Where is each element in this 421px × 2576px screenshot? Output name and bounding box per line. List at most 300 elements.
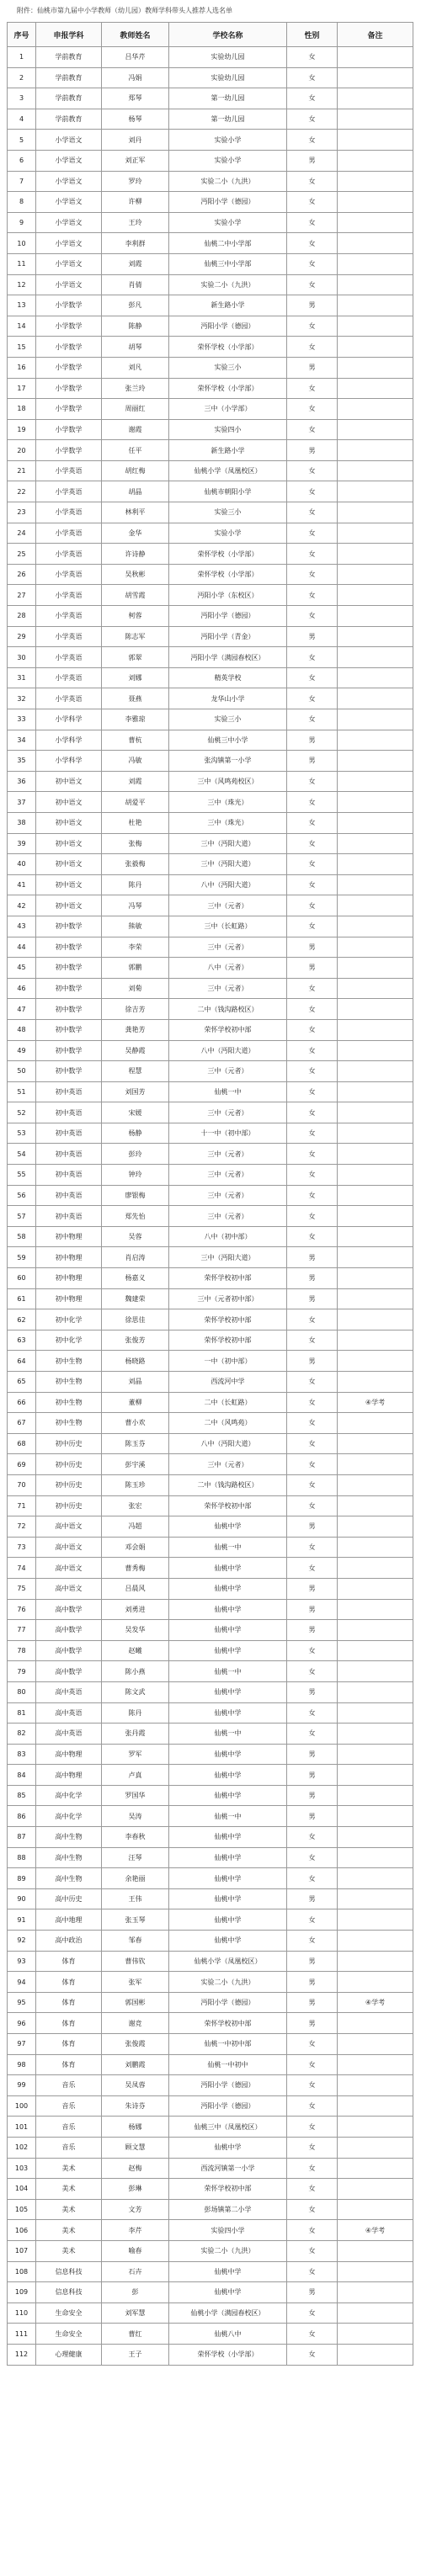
cell-remark [338, 2240, 413, 2261]
cell-school-name: 仙桃小学（凤凰校区） [169, 1951, 287, 1972]
cell-remark [338, 1744, 413, 1765]
cell-remark [338, 751, 413, 772]
cell-index: 55 [8, 1165, 36, 1186]
cell-index: 40 [8, 854, 36, 875]
cell-school-name: 实验二小（九洪） [169, 274, 287, 295]
cell-index: 54 [8, 1144, 36, 1165]
cell-remark [338, 1165, 413, 1186]
cell-school-name: 第一幼儿园 [169, 109, 287, 130]
table-row [8, 316, 413, 337]
cell-gender: 女 [287, 1413, 338, 1434]
cell-gender: 男 [287, 1288, 338, 1309]
cell-remark: ④学考 [338, 1392, 413, 1413]
cell-school-name: 彭场镇第二小学 [169, 2199, 287, 2220]
cell-index: 30 [8, 647, 36, 668]
cell-teacher-name: 吴秋彬 [102, 564, 169, 585]
table-row [8, 2240, 413, 2261]
cell-remark [338, 357, 413, 378]
cell-remark [338, 2324, 413, 2345]
cell-index: 9 [8, 212, 36, 233]
cell-gender: 女 [287, 709, 338, 730]
cell-gender: 女 [287, 978, 338, 999]
cell-index: 106 [8, 2220, 36, 2241]
cell-remark [338, 440, 413, 461]
cell-index: 12 [8, 274, 36, 295]
table-row [8, 1288, 413, 1309]
cell-remark [338, 688, 413, 709]
cell-gender: 男 [287, 626, 338, 647]
cell-index: 2 [8, 67, 36, 88]
cell-remark [338, 460, 413, 481]
cell-remark [338, 1661, 413, 1682]
cell-subject: 高中数学 [36, 1620, 102, 1641]
cell-gender: 女 [287, 2240, 338, 2261]
cell-remark [338, 626, 413, 647]
table-row [8, 88, 413, 109]
cell-school-name: 实验四小学 [169, 2220, 287, 2241]
table-row [8, 1433, 413, 1454]
table-row [8, 2282, 413, 2303]
cell-school-name: 三中（沔阳大道） [169, 1247, 287, 1268]
cell-index: 27 [8, 585, 36, 606]
cell-school-name: 三中（元者） [169, 1454, 287, 1475]
cell-teacher-name: 余艳丽 [102, 1868, 169, 1889]
cell-subject: 生命安全 [36, 2324, 102, 2345]
cell-index: 48 [8, 1019, 36, 1040]
cell-subject: 初中生物 [36, 1392, 102, 1413]
cell-gender: 女 [287, 67, 338, 88]
cell-subject: 初中生物 [36, 1372, 102, 1393]
table-row [8, 67, 413, 88]
cell-teacher-name: 吴静霞 [102, 1040, 169, 1061]
table-row [8, 523, 413, 544]
cell-school-name: 三中（风鸣苑校区） [169, 771, 287, 792]
table-row [8, 109, 413, 130]
table-row [8, 1868, 413, 1889]
cell-subject: 初中英语 [36, 1102, 102, 1123]
table-row [8, 1909, 413, 1931]
cell-gender: 女 [287, 1040, 338, 1061]
table-row [8, 2199, 413, 2220]
cell-teacher-name: 胡晶 [102, 481, 169, 502]
document-title: 附件：仙桃市第九届中小学教师（幼儿园）教师学科带头人推荐人选名单 [17, 7, 232, 14]
cell-subject: 音乐 [36, 2117, 102, 2138]
cell-teacher-name: 曹杭 [102, 730, 169, 751]
cell-remark [338, 895, 413, 916]
cell-index: 46 [8, 978, 36, 999]
cell-subject: 初中语文 [36, 833, 102, 854]
cell-subject: 高中生物 [36, 1868, 102, 1889]
cell-gender: 女 [287, 1019, 338, 1040]
cell-school-name: 第一幼儿园 [169, 88, 287, 109]
cell-index: 41 [8, 874, 36, 895]
cell-remark [338, 1123, 413, 1144]
cell-index: 78 [8, 1640, 36, 1661]
cell-remark [338, 709, 413, 730]
cell-teacher-name: 刘正军 [102, 150, 169, 171]
cell-school-name: 仙桃一中 [169, 1806, 287, 1827]
cell-gender: 女 [287, 233, 338, 254]
cell-subject: 音乐 [36, 2075, 102, 2096]
cell-remark [338, 67, 413, 88]
cell-gender: 女 [287, 1081, 338, 1102]
cell-index: 8 [8, 192, 36, 213]
table-row [8, 585, 413, 606]
table-row [8, 1992, 413, 2013]
cell-index: 63 [8, 1330, 36, 1351]
cell-index: 67 [8, 1413, 36, 1434]
table-row [8, 978, 413, 999]
cell-school-name: 沔阳小学（德园） [169, 316, 287, 337]
cell-teacher-name: 谢竞 [102, 2013, 169, 2034]
cell-school-name: 仙桃中学 [169, 1702, 287, 1724]
cell-index: 42 [8, 895, 36, 916]
cell-subject: 高中英语 [36, 1702, 102, 1724]
cell-index: 20 [8, 440, 36, 461]
cell-index: 69 [8, 1454, 36, 1475]
cell-subject: 初中物理 [36, 1247, 102, 1268]
cell-school-name: 实验三小 [169, 709, 287, 730]
cell-teacher-name: 张丹霞 [102, 1724, 169, 1745]
cell-teacher-name: 谢霞 [102, 419, 169, 440]
cell-school-name: 张沟镇第一小学 [169, 751, 287, 772]
table-row [8, 399, 413, 420]
cell-gender: 女 [287, 606, 338, 627]
table-row [8, 1744, 413, 1765]
table-row [8, 771, 413, 792]
cell-gender: 女 [287, 544, 338, 565]
cell-school-name: 一中（初中部） [169, 1351, 287, 1372]
cell-remark [338, 2179, 413, 2200]
cell-subject: 小学数学 [36, 295, 102, 316]
cell-index: 52 [8, 1102, 36, 1123]
cell-remark: ④学考 [338, 1992, 413, 2013]
cell-subject: 初中历史 [36, 1433, 102, 1454]
cell-school-name: 仙桃中学 [169, 1765, 287, 1786]
cell-index: 81 [8, 1702, 36, 1724]
table-row [8, 1620, 413, 1641]
cell-gender: 女 [287, 1226, 338, 1247]
cell-gender: 男 [287, 1599, 338, 1620]
cell-subject: 初中数学 [36, 978, 102, 999]
cell-school-name: 荣怀学校（小学部） [169, 544, 287, 565]
cell-school-name: 荣怀学校初中部 [169, 2179, 287, 2200]
cell-subject: 初中生物 [36, 1351, 102, 1372]
cell-teacher-name: 肖倩 [102, 274, 169, 295]
cell-gender: 男 [287, 1888, 338, 1909]
cell-school-name: 荣怀学校初中部 [169, 1495, 287, 1516]
cell-school-name: 三中（元者） [169, 1206, 287, 1227]
cell-teacher-name: 汪琴 [102, 1847, 169, 1868]
cell-subject: 学前教育 [36, 88, 102, 109]
cell-school-name: 三中（长虹路） [169, 916, 287, 937]
cell-school-name: 实验四小 [169, 419, 287, 440]
cell-index: 5 [8, 130, 36, 151]
cell-subject: 初中历史 [36, 1495, 102, 1516]
cell-school-name: 荣怀学校初中部 [169, 1330, 287, 1351]
cell-school-name: 八中（元者） [169, 958, 287, 979]
cell-subject: 美术 [36, 2179, 102, 2200]
cell-gender: 女 [287, 2261, 338, 2282]
cell-index: 7 [8, 171, 36, 192]
table-row [8, 1702, 413, 1724]
cell-teacher-name: 宋媛 [102, 1102, 169, 1123]
cell-teacher-name: 李荣 [102, 937, 169, 958]
cell-teacher-name: 张俊霞 [102, 2034, 169, 2055]
cell-subject: 初中数学 [36, 1040, 102, 1061]
cell-school-name: 荣怀学校初中部 [169, 1268, 287, 1289]
cell-school-name: 实验小学 [169, 523, 287, 544]
cell-school-name: 三中（元者） [169, 1144, 287, 1165]
cell-teacher-name: 刘菊 [102, 978, 169, 999]
cell-teacher-name: 吕晨风 [102, 1578, 169, 1599]
table-row [8, 1785, 413, 1806]
cell-remark [338, 47, 413, 68]
cell-teacher-name: 陈玉芬 [102, 1433, 169, 1454]
cell-teacher-name: 冯娟 [102, 67, 169, 88]
cell-gender: 男 [287, 1806, 338, 1827]
cell-school-name: 仙桃一中初中部 [169, 2034, 287, 2055]
cell-remark: ④学考 [338, 2220, 413, 2241]
cell-index: 53 [8, 1123, 36, 1144]
cell-teacher-name: 刘军慧 [102, 2302, 169, 2324]
cell-teacher-name: 肖启涛 [102, 1247, 169, 1268]
table-row [8, 2179, 413, 2200]
cell-remark [338, 1558, 413, 1579]
cell-gender: 女 [287, 274, 338, 295]
cell-gender: 女 [287, 2117, 338, 2138]
header-teacher-name: 教师姓名 [102, 23, 169, 47]
cell-teacher-name: 张玉琴 [102, 1909, 169, 1931]
cell-subject: 小学数学 [36, 357, 102, 378]
cell-school-name: 沔阳小学（德园） [169, 2075, 287, 2096]
cell-school-name: 实验三小 [169, 502, 287, 523]
table-row [8, 1372, 413, 1393]
cell-subject: 小学科学 [36, 730, 102, 751]
cell-index: 75 [8, 1578, 36, 1599]
cell-index: 71 [8, 1495, 36, 1516]
cell-index: 35 [8, 751, 36, 772]
cell-remark [338, 150, 413, 171]
cell-school-name: 实验三小 [169, 357, 287, 378]
cell-index: 39 [8, 833, 36, 854]
cell-teacher-name: 冯敏 [102, 751, 169, 772]
cell-school-name: 新生路小学 [169, 295, 287, 316]
cell-subject: 小学语文 [36, 171, 102, 192]
cell-gender: 女 [287, 2054, 338, 2075]
cell-teacher-name: 冯琴 [102, 895, 169, 916]
cell-remark [338, 502, 413, 523]
table-row [8, 337, 413, 358]
table-row [8, 1724, 413, 1745]
cell-subject: 小学英语 [36, 688, 102, 709]
table-row [8, 937, 413, 958]
cell-gender: 男 [287, 1765, 338, 1786]
cell-gender: 女 [287, 2137, 338, 2158]
cell-school-name: 仙桃中学 [169, 1578, 287, 1599]
cell-subject: 高中化学 [36, 1806, 102, 1827]
header-school-name: 学校名称 [169, 23, 287, 47]
cell-gender: 女 [287, 895, 338, 916]
table-row [8, 378, 413, 399]
cell-teacher-name: 吴凤蓉 [102, 2075, 169, 2096]
cell-remark [338, 1537, 413, 1558]
cell-gender: 男 [287, 751, 338, 772]
cell-index: 45 [8, 958, 36, 979]
cell-index: 82 [8, 1724, 36, 1745]
cell-subject: 高中物理 [36, 1744, 102, 1765]
cell-school-name: 仙桃小学（满园春校区） [169, 2302, 287, 2324]
cell-remark [338, 2282, 413, 2303]
cell-gender: 女 [287, 1144, 338, 1165]
cell-index: 92 [8, 1931, 36, 1952]
cell-index: 100 [8, 2095, 36, 2117]
cell-remark [338, 399, 413, 420]
cell-gender: 男 [287, 1681, 338, 1702]
cell-subject: 小学英语 [36, 544, 102, 565]
cell-school-name: 仙桃小学（凤凰校区） [169, 460, 287, 481]
cell-teacher-name: 郭翠 [102, 647, 169, 668]
cell-subject: 小学英语 [36, 667, 102, 688]
cell-subject: 美术 [36, 2240, 102, 2261]
cell-index: 79 [8, 1661, 36, 1682]
cell-school-name: 仙桃中学 [169, 1516, 287, 1538]
table-row [8, 192, 413, 213]
table-row [8, 2220, 413, 2241]
cell-remark [338, 1578, 413, 1599]
cell-gender: 女 [287, 647, 338, 668]
cell-index: 108 [8, 2261, 36, 2282]
cell-remark [338, 647, 413, 668]
cell-index: 51 [8, 1081, 36, 1102]
cell-index: 6 [8, 150, 36, 171]
cell-subject: 小学语文 [36, 192, 102, 213]
table-row [8, 544, 413, 565]
cell-school-name: 十一中（初中部） [169, 1123, 287, 1144]
cell-subject: 初中数学 [36, 916, 102, 937]
cell-subject: 小学语文 [36, 212, 102, 233]
cell-remark [338, 1061, 413, 1082]
cell-subject: 小学英语 [36, 481, 102, 502]
cell-remark [338, 1288, 413, 1309]
table-row [8, 1888, 413, 1909]
cell-subject: 高中数学 [36, 1599, 102, 1620]
cell-remark [338, 2261, 413, 2282]
table-row [8, 1661, 413, 1682]
cell-school-name: 仙桃市朝阳小学 [169, 481, 287, 502]
cell-subject: 小学英语 [36, 606, 102, 627]
cell-subject: 心理健康 [36, 2344, 102, 2365]
cell-school-name: 仙桃中学 [169, 1620, 287, 1641]
table-row [8, 709, 413, 730]
cell-subject: 高中数学 [36, 1640, 102, 1661]
cell-teacher-name: 彭 [102, 2282, 169, 2303]
cell-gender: 男 [287, 1351, 338, 1372]
cell-remark [338, 212, 413, 233]
cell-gender: 女 [287, 253, 338, 274]
cell-subject: 小学科学 [36, 709, 102, 730]
cell-teacher-name: 胡红梅 [102, 460, 169, 481]
cell-teacher-name: 杨娜 [102, 2117, 169, 2138]
cell-subject: 高中地理 [36, 1909, 102, 1931]
cell-school-name: 三中（元者） [169, 937, 287, 958]
table-row [8, 1640, 413, 1661]
cell-teacher-name: 刘丹 [102, 130, 169, 151]
cell-index: 23 [8, 502, 36, 523]
cell-remark [338, 523, 413, 544]
cell-index: 33 [8, 709, 36, 730]
cell-school-name: 二中（钱沟路校区） [169, 999, 287, 1020]
cell-teacher-name: 廖银梅 [102, 1185, 169, 1206]
cell-index: 95 [8, 1992, 36, 2013]
cell-subject: 初中语文 [36, 771, 102, 792]
cell-gender: 女 [287, 1909, 338, 1931]
cell-subject: 初中英语 [36, 1206, 102, 1227]
table-row [8, 1413, 413, 1434]
cell-teacher-name: 杨静 [102, 1123, 169, 1144]
cell-remark [338, 481, 413, 502]
cell-school-name: 沔阳小学（德园） [169, 192, 287, 213]
table-row [8, 2034, 413, 2055]
cell-school-name: 实验二小（九洪） [169, 171, 287, 192]
cell-index: 70 [8, 1474, 36, 1495]
cell-index: 22 [8, 481, 36, 502]
cell-teacher-name: 程慧 [102, 1061, 169, 1082]
cell-remark [338, 1474, 413, 1495]
cell-gender: 女 [287, 171, 338, 192]
cell-teacher-name: 陈志军 [102, 626, 169, 647]
cell-school-name: 三中（元者） [169, 1165, 287, 1186]
cell-index: 101 [8, 2117, 36, 2138]
cell-index: 31 [8, 667, 36, 688]
cell-index: 26 [8, 564, 36, 585]
cell-index: 77 [8, 1620, 36, 1641]
cell-remark [338, 1599, 413, 1620]
cell-remark [338, 337, 413, 358]
cell-school-name: 仙桃中学 [169, 1931, 287, 1952]
cell-index: 15 [8, 337, 36, 358]
cell-teacher-name: 石卉 [102, 2261, 169, 2282]
cell-index: 14 [8, 316, 36, 337]
cell-subject: 学前教育 [36, 109, 102, 130]
table-row [8, 1827, 413, 1848]
cell-gender: 女 [287, 1661, 338, 1682]
cell-teacher-name: 陈玉珍 [102, 1474, 169, 1495]
cell-subject: 音乐 [36, 2095, 102, 2117]
cell-school-name: 仙桃中学 [169, 1868, 287, 1889]
cell-remark [338, 1309, 413, 1330]
cell-index: 103 [8, 2158, 36, 2179]
cell-remark [338, 171, 413, 192]
cell-index: 43 [8, 916, 36, 937]
cell-remark [338, 1516, 413, 1538]
cell-remark [338, 937, 413, 958]
cell-gender: 男 [287, 440, 338, 461]
cell-remark [338, 1102, 413, 1123]
cell-index: 29 [8, 626, 36, 647]
cell-teacher-name: 胡琴 [102, 337, 169, 358]
cell-remark [338, 812, 413, 833]
cell-teacher-name: 曹小欢 [102, 1413, 169, 1434]
cell-school-name: 实验二小（九洪） [169, 2240, 287, 2261]
cell-teacher-name: 陈静 [102, 316, 169, 337]
cell-remark [338, 833, 413, 854]
cell-index: 102 [8, 2137, 36, 2158]
cell-gender: 女 [287, 378, 338, 399]
cell-subject: 体育 [36, 2013, 102, 2034]
cell-gender: 女 [287, 130, 338, 151]
cell-remark [338, 1620, 413, 1641]
